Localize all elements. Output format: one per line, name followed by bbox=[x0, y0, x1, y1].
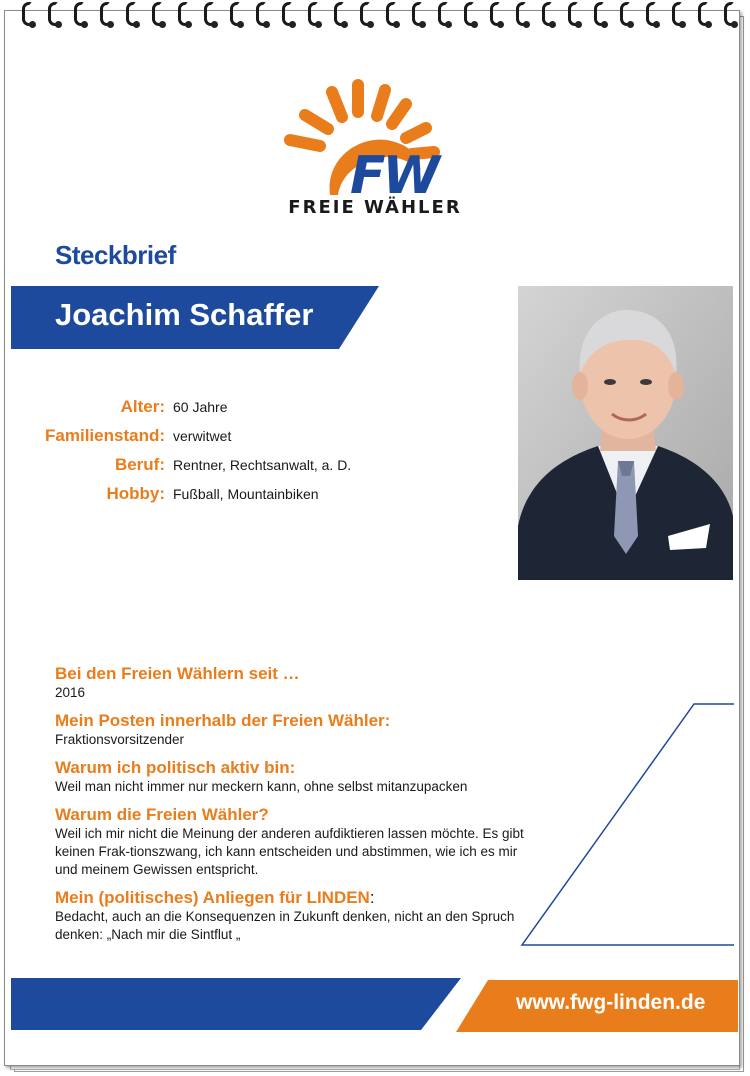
spiral-hole bbox=[107, 21, 114, 28]
fact-value: Fußball, Mountainbiken bbox=[173, 486, 319, 502]
fw-abbr: FW bbox=[350, 146, 437, 206]
fact-label: Beruf: bbox=[114, 455, 165, 474]
spiral-hole bbox=[471, 21, 478, 28]
fact-row-hobby bbox=[40, 484, 480, 513]
fact-row-age bbox=[40, 397, 480, 426]
spiral-hole bbox=[211, 21, 218, 28]
candidate-name: Joachim Schaffer bbox=[55, 297, 314, 332]
answer-why-politics: Weil man nicht immer nur meckern kann, ohne selbst mitanzupacken bbox=[55, 779, 468, 794]
fact-value: verwitwet bbox=[173, 428, 232, 444]
spiral-hole bbox=[445, 21, 452, 28]
spiral-hole bbox=[289, 21, 296, 28]
spiral-hole bbox=[185, 21, 192, 28]
spiral-hole bbox=[601, 21, 608, 28]
website-url[interactable]: www.fwg-linden.de bbox=[516, 991, 706, 1014]
spiral-hole bbox=[159, 21, 166, 28]
spiral-hole bbox=[29, 21, 36, 28]
spiral-hole bbox=[419, 21, 426, 28]
spiral-hole bbox=[263, 21, 270, 28]
spiral-hole bbox=[627, 21, 634, 28]
answer-position: Fraktionsvorsitzender bbox=[55, 732, 185, 747]
decorative-lines bbox=[518, 700, 738, 950]
fact-label: Familienstand: bbox=[45, 426, 165, 445]
answer-why-fw: Weil ich mir nicht die Meinung der anderen aufdiktieren lassen möchte. Es gibt keinen Frak-tionszwang, ich kann entscheiden und abstimmen, wie ich es mir und meinem Gewissen entspricht. bbox=[55, 826, 524, 877]
candidate-portrait bbox=[518, 286, 733, 580]
footer-blue-band bbox=[11, 978, 461, 1030]
logo-text: FREIE WÄHLER bbox=[288, 197, 462, 218]
spiral-hole bbox=[731, 21, 738, 28]
fact-label: Alter: bbox=[120, 397, 165, 416]
spiral-hole bbox=[237, 21, 244, 28]
fact-row-profession bbox=[40, 455, 480, 484]
question-position: Mein Posten innerhalb der Freien Wähler: bbox=[55, 711, 391, 730]
question-why-fw: Warum die Freien Wähler? bbox=[55, 805, 269, 824]
question-member-since: Bei den Freien Wählern seit … bbox=[55, 664, 300, 683]
spiral-hole bbox=[55, 21, 62, 28]
spiral-hole bbox=[523, 21, 530, 28]
answer-member-since: 2016 bbox=[55, 685, 86, 700]
facts-list bbox=[40, 397, 480, 513]
question-concern-colon: : bbox=[369, 888, 375, 907]
fact-label: Hobby: bbox=[106, 484, 165, 503]
spiral-hole bbox=[393, 21, 400, 28]
spiral-hole bbox=[315, 21, 322, 28]
fact-row-family-status bbox=[40, 426, 480, 455]
spiral-binding bbox=[22, 0, 732, 32]
fact-value: Rentner, Rechtsanwalt, a. D. bbox=[173, 457, 352, 473]
spiral-hole bbox=[575, 21, 582, 28]
spiral-hole bbox=[367, 21, 374, 28]
page-heading: Steckbrief bbox=[55, 240, 176, 270]
spiral-hole bbox=[653, 21, 660, 28]
fact-value: 60 Jahre bbox=[173, 399, 228, 415]
qa-section bbox=[55, 664, 525, 953]
answer-concern: Bedacht, auch an die Konsequenzen in Zukunft denken, nicht an den Spruch denken: „Nach mir die Sintflut „ bbox=[55, 909, 515, 942]
spiral-hole bbox=[81, 21, 88, 28]
question-concern-text: Mein (politisches) Anliegen für LINDEN bbox=[55, 888, 370, 907]
spiral-hole bbox=[679, 21, 686, 28]
spiral-hole bbox=[497, 21, 504, 28]
spiral-hole bbox=[133, 21, 140, 28]
question-concern bbox=[55, 888, 525, 908]
spiral-hole bbox=[705, 21, 712, 28]
spiral-hole bbox=[549, 21, 556, 28]
spiral-hole bbox=[341, 21, 348, 28]
question-why-politics: Warum ich politisch aktiv bin: bbox=[55, 758, 296, 777]
